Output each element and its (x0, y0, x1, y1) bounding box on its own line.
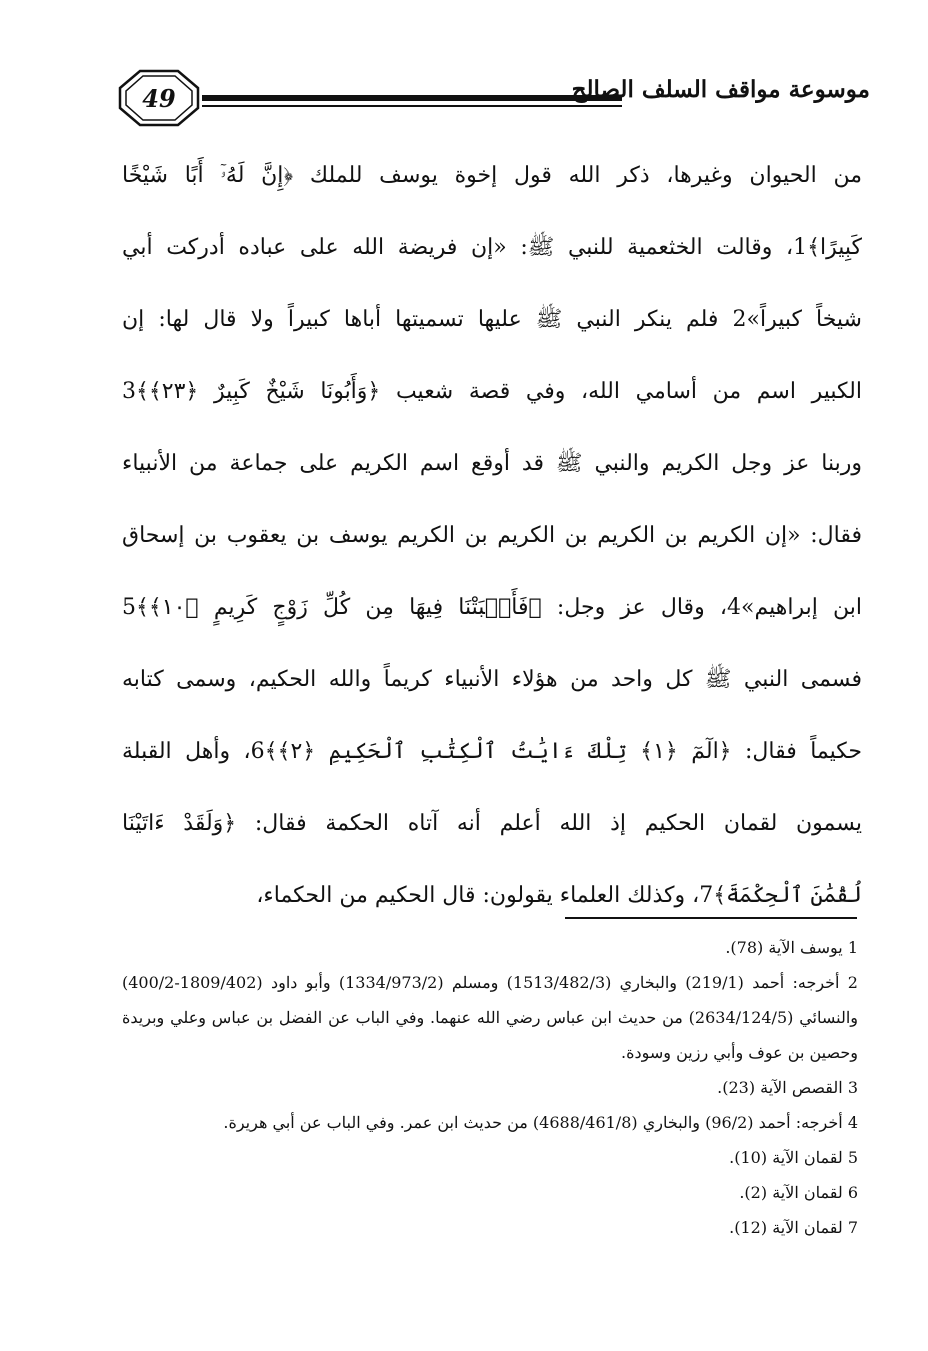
footnote-separator (565, 917, 857, 919)
page-number: 49 (142, 83, 176, 113)
header-rule-thin (202, 105, 622, 107)
text-line: كَبِيرًا﴾1، وقالت الخثعمية للنبي ﷺ: «إن فريضة الله على عباده أدركت أبي (122, 235, 862, 260)
footnote-line: 7 لقمان الآية (12). (729, 1218, 858, 1237)
text-line: فسمى النبي ﷺ كل واحد من هؤلاء الأنبياء كريماً والله الحكيم، وسمى كتابه (122, 667, 862, 692)
footnote-line: 2 أخرجه: أحمد (219/1) والبخاري (1513/482/3) ومسلم (1334/973/2) وأبو داود (1809/402-400/2) (122, 973, 858, 992)
text-line: حكيماً فقال: ﴿الٓمٓ ﴿١﴾ تِلْكَ ءَايَٰتُ ٱلْكِتَٰبِ ٱلْحَكِيمِ ﴿٢﴾﴾6، وأهل القبلة (122, 739, 862, 764)
text-line: وربنا عز وجل الكريم والنبي ﷺ قد أوقع اسم الكريم على جماعة من الأنبياء (122, 451, 862, 476)
book-title: موسوعة مواقف السلف الصالح (571, 76, 870, 103)
page-number-badge (118, 68, 200, 128)
text-line: من الحيوان وغيرها، ذكر الله قول إخوة يوسف للملك ﴿إِنَّ لَهُۥٓ أَبًا شَيْخًا (122, 163, 862, 188)
footnote-line: 4 أخرجه: أحمد (96/2) والبخاري (4688/461/8) من حديث ابن عمر. وفي الباب عن أبي هريرة. (223, 1113, 858, 1132)
text-line: يسمون لقمان الحكيم إذ الله أعلم أنه آتاه الحكمة فقال: ﴿وَلَقَدْ ءَاتَيْنَا (122, 811, 862, 836)
footnote-line: 3 القصص الآية (23). (717, 1078, 858, 1097)
text-line: فقال: «إن الكريم بن الكريم بن الكريم بن الكريم يوسف بن يعقوب بن إسحاق (122, 523, 862, 548)
text-line: ابن إبراهيم»4، وقال عز وجل: ﴿فَأَنۢبَتْنَا فِيهَا مِن كُلِّ زَوْجٍ كَرِيمٍ ﴿١٠﴾﴾5 (122, 595, 862, 620)
footnotes (122, 930, 858, 1245)
text-line: لُقْمَٰنَ ٱلْحِكْمَةَ﴾7، وكذلك العلماء يقولون: قال الحكيم من الحكماء، (256, 883, 862, 908)
main-text (122, 140, 862, 932)
text-line: شيخاً كبيراً»2 فلم ينكر النبي ﷺ عليها تسميتها أباها كبيراً ولا قال لها: إن (122, 307, 862, 332)
text-line: الكبير اسم من أسامي الله، وفي قصة شعيب ﴿وَأَبُونَا شَيْخٌ كَبِيرٌ ﴿٢٣﴾﴾3 (122, 379, 862, 404)
footnote-line: 1 يوسف الآية (78). (725, 938, 858, 957)
footnote-line: 6 لقمان الآية (2). (739, 1183, 858, 1202)
page-header (118, 68, 870, 128)
footnote-line: والنسائي (2634/124/5) من حديث ابن عباس رضي الله عنهما. وفي الباب عن الفضل بن عباس وعلي وبريدة (122, 1008, 858, 1027)
header-rule-thick (202, 95, 622, 101)
footnote-line: 5 لقمان الآية (10). (729, 1148, 858, 1167)
footnote-line: وحصين بن عوف وأبي رزين وسودة. (621, 1043, 858, 1062)
